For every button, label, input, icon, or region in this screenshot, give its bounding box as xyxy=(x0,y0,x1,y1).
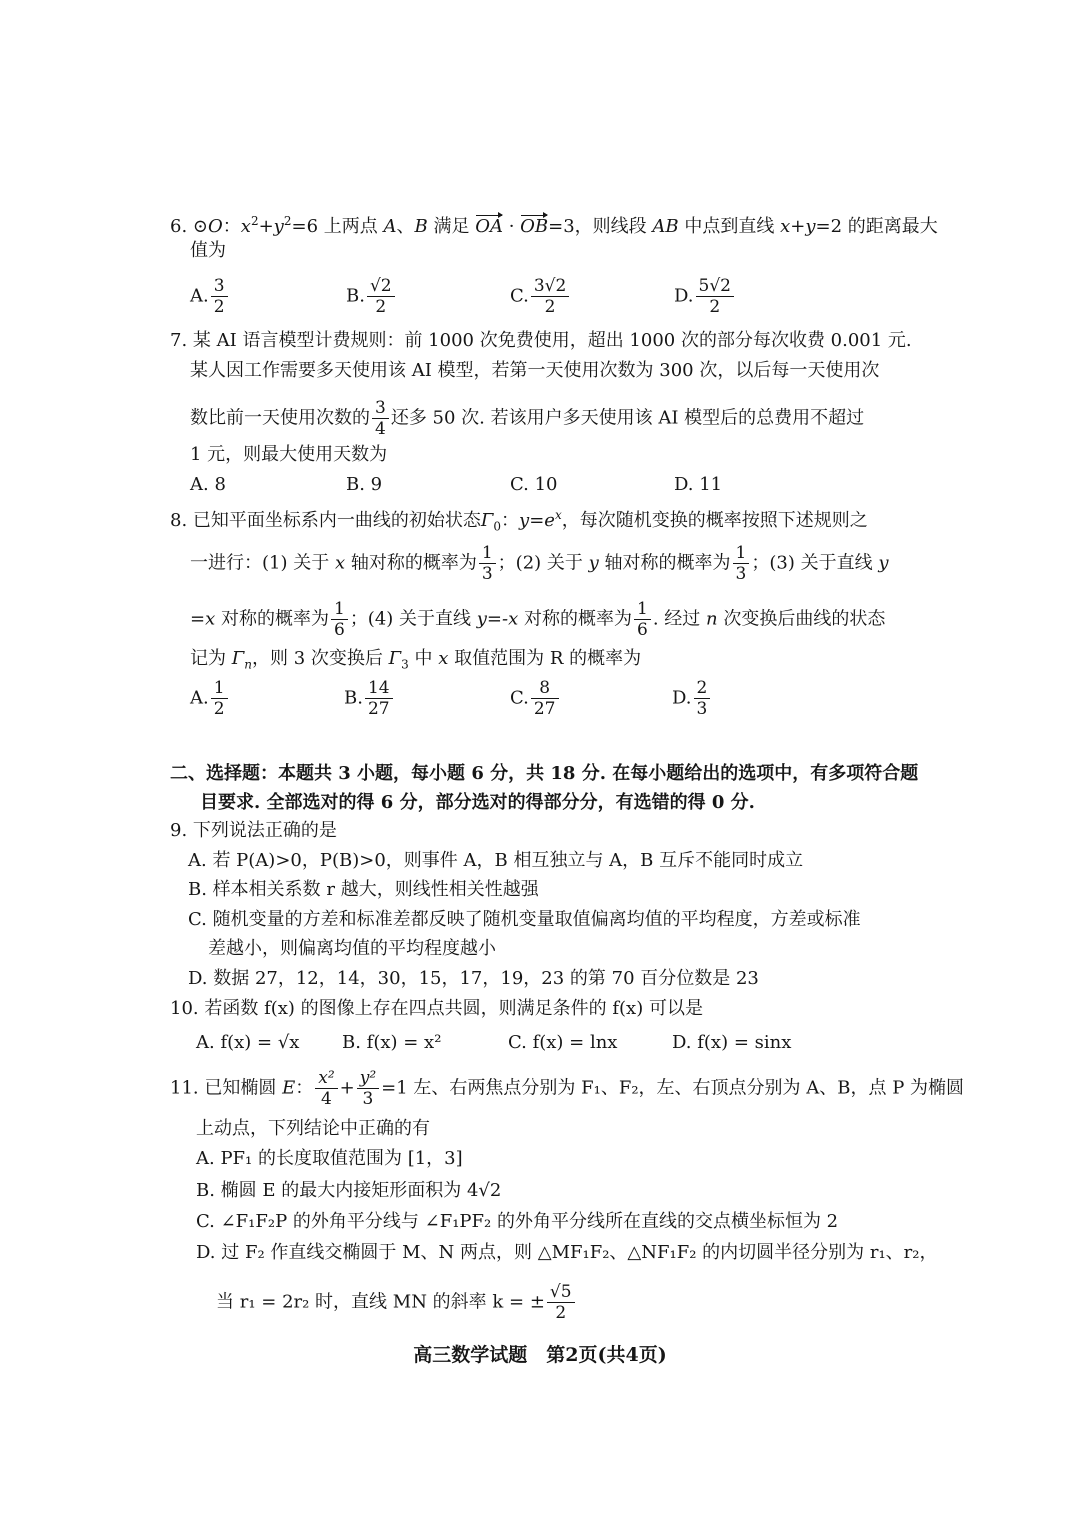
q10-option-b: B. f(x) = x² xyxy=(342,1032,442,1053)
q7-option-b: B. 9 xyxy=(346,474,383,495)
q8-option-c: C. $\frac{8}{27}$ xyxy=(510,678,561,719)
q7-option-d: D. 11 xyxy=(674,474,723,495)
q9-stem: 9. 下列说法正确的是 xyxy=(170,820,337,841)
q11-option-c: C. ∠F₁F₂P 的外角平分线与 ∠F₁PF₂ 的外角平分线所在直线的交点横坐标恒为 2 xyxy=(196,1211,839,1232)
q7-line1: 7. 某 AI 语言模型计费规则：前 1000 次免费使用，超出 1000 次的部分每次收费 0.001 元. xyxy=(170,330,912,351)
q6-option-b: B. $\frac{√2}{2}$ xyxy=(346,276,397,317)
q10-option-a: A. f(x) = √x xyxy=(196,1032,300,1053)
q8-line1: 8. 已知平面坐标系内一曲线的初始状态$\Gamma_0$：$y=e^x$，每次随机变换的概率按照下述规则之 xyxy=(170,508,868,534)
q10-option-d: D. f(x) = sinx xyxy=(672,1032,792,1053)
q9-option-d: D. 数据 27，12，14，30，15，17，19，23 的第 70 百分位数是 23 xyxy=(188,968,759,989)
q7-line3: 数比前一天使用次数的 $\frac{3}{4}$ 还多 50 次. 若该用户多天使用该 AI 模型后的总费用不超过 xyxy=(190,398,865,439)
q8-option-b: B. $\frac{14}{27}$ xyxy=(344,678,395,719)
q6-option-c: C. $\frac{3√2}{2}$ xyxy=(510,276,571,317)
vector-ob: OB xyxy=(520,214,548,240)
q10-option-c: C. f(x) = lnx xyxy=(508,1032,618,1053)
q6-stem-line2: 值为 xyxy=(190,240,226,261)
vector-oa: OA xyxy=(475,214,503,240)
q8-line3: =x 对称的概率为 $\frac{1}{6}$ ；(4) 关于直线 y=-x 对称的概率为 $\frac{1}{6}$ . 经过 n 次变换后曲线的状态 xyxy=(190,599,886,640)
q9-option-c-line2: 差越小，则偏离均值的平均程度越小 xyxy=(208,938,496,959)
q8-option-a: A. $\frac{1}{2}$ xyxy=(190,678,230,719)
q6-option-a: A. $\frac{3}{2}$ xyxy=(190,276,230,317)
q7-line4: 1 元，则最大使用天数为 xyxy=(190,444,388,465)
q9-option-a: A. 若 P(A)>0，P(B)>0，则事件 A，B 相互独立与 A，B 互斥不能同时成立 xyxy=(188,850,804,871)
q7-option-a: A. 8 xyxy=(190,474,226,495)
q11-option-a: A. PF₁ 的长度取值范围为 [1，3] xyxy=(196,1148,463,1169)
section2-heading-line2: 目要求. 全部选对的得 6 分，部分选对的得部分分，有选错的得 0 分. xyxy=(200,792,755,813)
q6-stem: 6. ⊙O：$x^2+y^2=6$ 上两点 A、B 满足 OA · OB=3，则线段 AB 中点到直线 x+y=2 的距离最大 xyxy=(170,208,938,240)
q10-stem: 10. 若函数 f(x) 的图像上存在四点共圆，则满足条件的 f(x) 可以是 xyxy=(170,998,703,1019)
q8-option-d: D. $\frac{2}{3}$ xyxy=(672,678,712,719)
q11-option-d-line2: 当 r₁ = 2r₂ 时，直线 MN 的斜率 k = ± $\frac{√5}{2}$ xyxy=(216,1282,577,1323)
page-footer: 高三数学试题 第2页(共4页) xyxy=(413,1344,667,1366)
q7-option-c: C. 10 xyxy=(510,474,558,495)
q11-option-d-line1: D. 过 F₂ 作直线交椭圆于 M、N 两点，则 △MF₁F₂、△NF₁F₂ 的内切圆半径分别为 r₁、r₂， xyxy=(196,1242,938,1263)
section2-heading-line1: 二、选择题：本题共 3 小题，每小题 6 分，共 18 分. 在每小题给出的选项中，有多项符合题 xyxy=(170,763,919,784)
q6-option-d: D. $\frac{5√2}{2}$ xyxy=(674,276,736,317)
q8-line4: 记为 $\Gamma_n$，则 3 次变换后 $\Gamma_3$ 中 x 取值范围为 R 的概率为 xyxy=(190,648,642,672)
q8-line2: 一进行：(1) 关于 x 轴对称的概率为 $\frac{1}{3}$ ；(2) 关于 y 轴对称的概率为 $\frac{1}{3}$ ；(3) 关于直线 y xyxy=(190,543,889,584)
q11-line1: 11. 已知椭圆 E： $\frac{\text{x²}}{4}$ + $\frac{\text{y²}}{3}$ =1 左、右两焦点分别为 F₁、F₂，左、右顶点分别为 A、B，点 P 为椭圆 xyxy=(170,1068,965,1109)
q11-option-b: B. 椭圆 E 的最大内接矩形面积为 4√2 xyxy=(196,1180,502,1201)
q11-line2: 上动点，下列结论中正确的有 xyxy=(196,1118,430,1139)
q9-option-b: B. 样本相关系数 r 越大，则线性相关性越强 xyxy=(188,879,539,900)
q7-line2: 某人因工作需要多天使用该 AI 模型，若第一天使用次数为 300 次，以后每一天使用次 xyxy=(190,360,880,381)
q9-option-c-line1: C. 随机变量的方差和标准差都反映了随机变量取值偏离均值的平均程度，方差或标准 xyxy=(188,909,861,930)
